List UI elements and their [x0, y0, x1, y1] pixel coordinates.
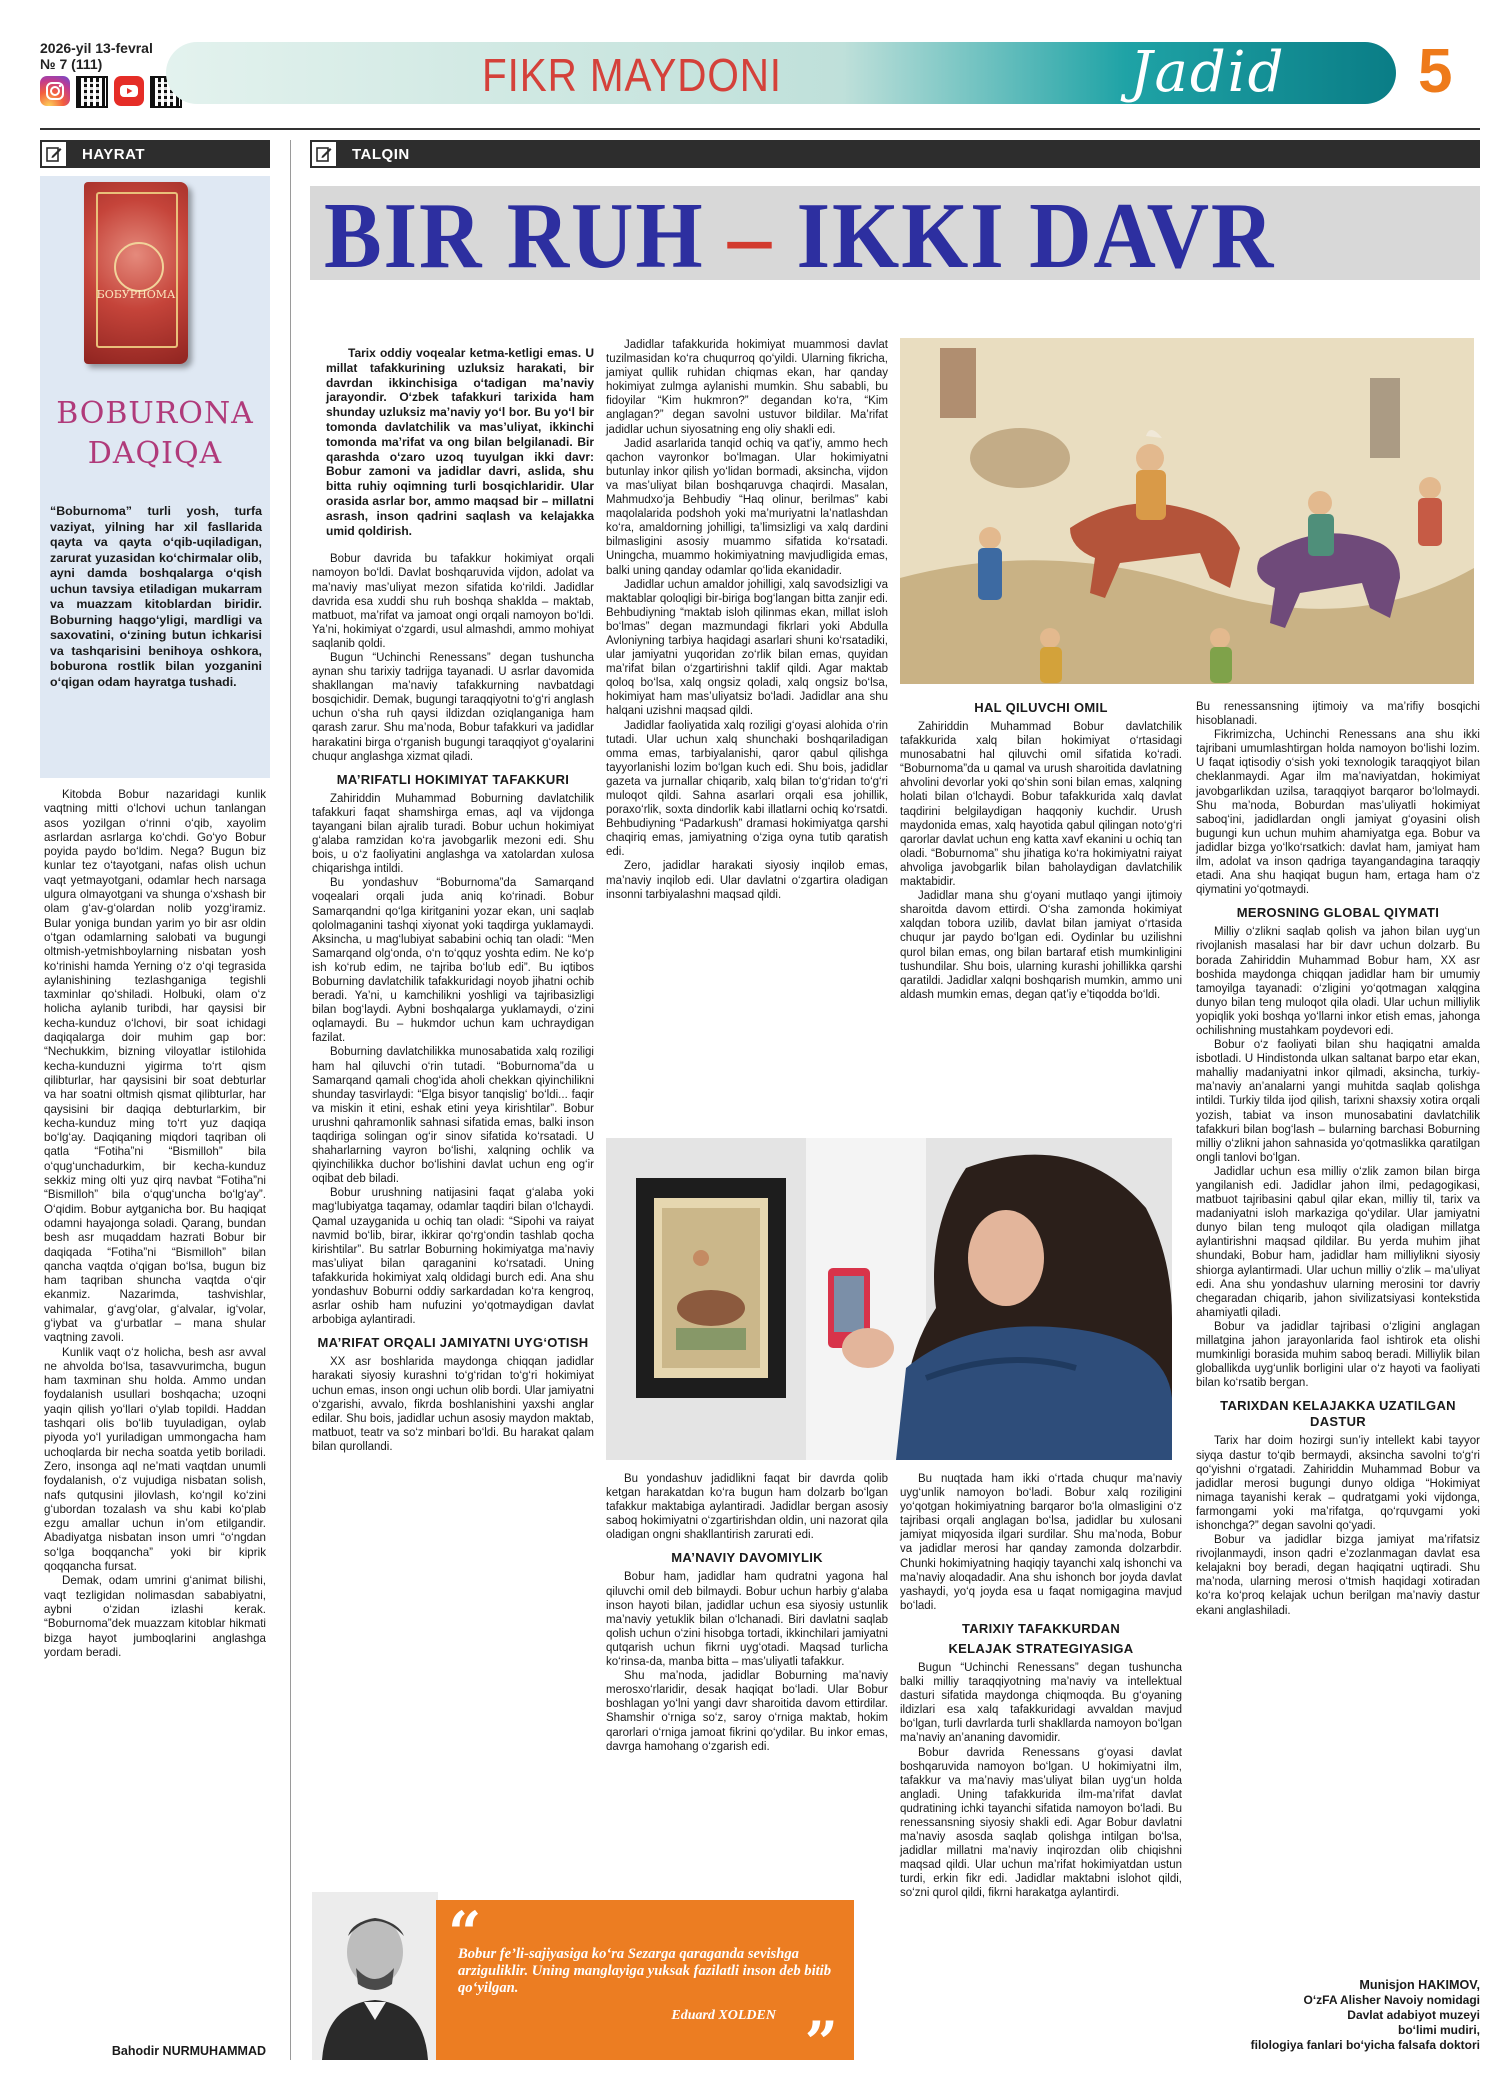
sidebar-body: Kitobda Bobur nazaridagi kunlik vaqtning mitti o‘lchovi uchun tanlangan asos yozilgan o‘rinni o‘qib, xayolim asrlardan asrlarga ko‘chdi. Go‘yo Bobur poyida paydo bo‘ldim. Nega? Bugun biz kunlar tez o‘tayotgani, nafas olish uchun vaqt yetmayotgani, odamlar hech narsaga ulgura olmayotgani va shunga o‘xshash bir olam g‘av-g‘olardan nolib yozg‘iramiz. Bular yoniga bundan yarim yo bir asr oldin o‘tgan odamlarning salobati va bugungi oltmish-yetmishboylarning nisbatan yosh ko‘rinishi hamda Yerning o‘z o‘qi tegrasida aylanishining tezlashganiga tegishli taxminlar qo‘shiladi. Holbuki, olam o‘z holicha aylanib turibdi, har qaysisi bir kecha-kunduz o‘lchovi, bir soat ichidagi daqiqalarga doir muhim gap bor: “Nechukkim, bizning viloyatlar istilohida kecha-kunduzni yigirma to‘rt qism qilibturlar, har qaysisini bir soat debturlar va har soatni oltmish qismat qilibturlar, har qaysisini bir daqiqa debturlarkim, bir kecha-kunduz ming to‘rt yuz daqiqa bo‘lg‘ay. Daqiqaning miqdori taqriban oli qatla “Fotiha”ni “Bismilloh” bila o‘qug‘unchadurkim, bir kecha-kunduz sekkiz ming olti yuz qirq navbat “Fotiha”ni “Bismilloh” bila o‘qug‘uncha bo‘lg‘ay”. O‘qidim. Bobur aytganicha bor. Bu haqiqat odamni hayajonga soladi. Qarang, bundan besh asr muqaddam hazrati Bobur bir daqiqada “Fotiha”ni “Bismilloh” bilan qancha vaqtda o‘qigan bo‘lsa, bugun biz ham taqriban shuncha vaqtda o‘qir ekanmiz. Nazarimda, tashvishlar, vahimalar, g‘avg‘olar, g‘alvalar, ig‘volar, g‘iybat va g‘urbatlar – mana shular vaqtning zavoli. Kunlik vaqt o‘z holicha, besh asr avval ne ahvolda bo‘lsa, tasavvurimcha, bugun ham taxminan shu holda. Ammo undan foydalanish usullari boshqacha; uzoqni yaqin qilish yo‘llari o‘ylab topildi. Haddan tashqari olis bo‘lib tuyuladigan, oylab piyoda yo‘l yuriladigan ummongacha ham uchoqlarda bir necha soatda yetib boriladi. Zero, insonga aql ne’mati vaqtdan unumli foydalanish, o‘z vujudiga nisbatan solish, nafs qutqusini jilovlash, ko‘ngil ko‘zini g‘ubordan tozalash va shu kabi ko‘plab ezgu amallar uchun in’om etilgandir. Abadiyatga nisbatan inson umri “o‘ngdan so‘lga boqqancha” yoki bir kiprik qoqqancha fursat. Demak, odam umrini g‘animat bilishi, vaqt tezligidan nolimasdan sababiyatni, aybni o‘zidan izlashi kerak. “Boburnoma”dek muazzam kitoblar hikmati bizga hayot jumboqlarini anglashga yordam beradi. — [44, 788, 266, 1659]
rubric-hayrat — [40, 140, 270, 168]
instagram-icon[interactable] — [40, 76, 70, 106]
issue-meta — [40, 40, 153, 72]
rubric-label: TALQIN — [352, 145, 410, 163]
article-column-2-lower: Bu yondashuv jadidlikni faqat bir davrda qolib ketgan harakatdan ko‘ra bugun ham dolzarb bo‘lgan tafakkur maktabiga aylantiradi. Jadidlar bergan asosiy saboq hokimiyatni o‘zgartirishdan oldin, uni nazorat qila oladigan ongni shakllantirish zarurati edi. MA’NAVIY DAVOMIYLIK Bobur ham, jadidlar ham qudratni yagona hal qiluvchi omil deb bilmaydi. Bobur uchun harbiy g‘alaba inson hayoti bilan, jadidlar uchun esa siyosiy ustunlik ma’naviy yetuklik bilan o‘lchanadi. Biri davlatni saqlab qolish uchun o‘zini hisobga tortadi, ikkinchilari jamiyatni qutqarish uchun fikrni uyg‘otadi. Maqsad turlicha ko‘rinsa-da, manba bitta – mas’uliyatli tafakkur. Shu ma’noda, jadidlar Boburning ma’naviy merosxo‘rlaridir, desak haqiqat bo‘ladi. Ular Bobur boshlagan yo‘lni yangi davr sharoitida davom ettirdilar. Shamshir o‘rniga so‘z, saroy o‘rniga maktab, hokim qarorlari o‘rniga jamoat fikrini qo‘ydilar. Bu inkor emas, davrga hamohang o‘zgarish edi. — [606, 1473, 888, 1753]
pull-quote — [436, 1899, 854, 2077]
article-column-4: Bu renessansning ijtimoiy va ma’rifiy bosqichi hisoblanadi. Fikrimizcha, Uchinchi Renessans ana shu ikki tajribani umumlashtirgan holda namoyon bo‘lishi lozim. U faqat iqtisodiy o‘sish yoki texnologik taraqqiyot bilan cheklanmaydi. Agar ilm ma’naviyatdan, hokimiyat javobgarlikdan uzilsa, taraqqiyot barqaror bo‘lolmaydi. Shu ma’noda, Boburdan mas’uliyatli hokimiyat saboq‘ini, jadidlardan ongli jamiyat g‘oyasini olish bugungi kun uchun muhim ahamiyatga ega. Bobur va jadidlar bizga yo‘lko‘rsatkich: davlat ham, jamiyat ham ilm, adolat va inson qadriga tayangandagina taraqqiy etadi. Ana shu haqiqat bugun ham, ertaga ham o‘z qiymatini yo‘qotmaydi. MEROSNING GLOBAL QIYMATI Milliy o‘zlikni saqlab qolish va jahon bilan uyg‘un rivojlanish masalasi har bir davr uchun dolzarb. Bu borada Zahiriddin Muhammad Bobur ham, XX asr boshida maydonga chiqqan jadidlar ham bir umumiy tamoyilga tayanadi: o‘zligini yo‘qotmagan xalqgina dunyo bilan teng muloqot qila oladi. Ular uchun milliylik yopiqlik yoki boshqa yo‘llarni inkor etish emas, jahonga ochilishning mustahkam poydevori edi. Bobur o‘z faoliyati bilan shu haqiqatni amalda isbotladi. U Hindistonda ulkan saltanat barpo etar ekan, mahalliy madaniyatni inkor qilmadi, aksincha, turkiy-ma’naviy an’analarni yangi muhitda saqlab qolishga intildi. Turkiy tilda ijod qilish, tarixni shaxsiy xotira orqali yozish, tabiat va inson munosabatini davlatchilik tafakkuri bilan bog‘lash – bularning barchasi Boburning milliy o‘zlikni jahon sahnasida yo‘qotmaslikka qaratilgan ongli tanlovi bo‘lgan. Jadidlar uchun esa milliy o‘zlik zamon bilan birga yangilanish edi. Jadidlar jahon ilmi, pedagogikasi, matbuot tajribasini qabul qilar ekan, milliy til, tarix va madaniyatni isloh markaziga qo‘ydilar. Ular jamiyatni dunyo bilan teng muloqot qila oladigan millatga aylantirishni maqsad qildilar. Bu yerda muhim jihat shundaki, Bobur ham, jadidlar ham milliylikni siyosiy shiorga aylantirmadi. Ular uchun milliy o‘zlik – ma’uliyat edi. Ana shu yondashuv ularning merosini tor davriy chegaradan chiqarib, jahon sivilizatsiyasi kontekstida ahamiyatli qiladi. Bobur va jadidlar tajribasi o‘zligini anglagan millatgina jahon jarayonlarida faol ishtirok eta olishi mumkinligi borasida muhim saboq beradi. Milliylik bilan globallikda uyg‘unlik borligini ular o‘z hayoti va faoliyati bilan ko‘rsatib bergan. TARIXDAN KELAJAKKA UZATILGAN DASTUR Tarix har doim hozirgi sun’iy intellekt kabi tayyor siyqa dastur to‘qib bermaydi, aksincha savolni to‘g‘ri qo‘yishni o‘rgatadi. Zahiriddin Muhammad Bobur va jadidlar merosi bugungi dunyo oldiga “Hokimiyat nimaga tayanishi kerak – qudratgami yoki vijdonga, farmongami yoki ma’rifatga, qo‘rquvgami yoki ishonchga?” degan savolni qo‘yadi. Bobur va jadidlar bizga jamiyat ma’rifatsiz rivojlanmaydi, inson qadri e’zozlanmagan davlat esa kelajakni boy beradi, degan haqiqatni uqtiradi. Shu ma’noda, ularning merosi o‘tmish haqidagi xotiradan ko‘ra ko‘proq kelajak uchun berilgan ma’naviy dastur ekani anglashiladi. — [1196, 701, 1480, 1617]
subheading: TARIXIY TAFAKKURDAN — [961, 1620, 1121, 1636]
sidebar-lead: “Boburnoma” turli yosh, turfa vaziyat, yilning har xil fasllarida qayta va qayta o‘qib-uqiladigan, zarurat yuzasidan ko‘chirmalar olib, ayni damda boshqalarga o‘qish uchun tavsiya etiladigan mukarram va muazzam kitoblardan biridir. Boburning haqgo‘yligi, mardligi va saxovatini, o‘zining butun ichkarisi va tashqarisini benihoya oshkora, boburona rostlik bilan yozganini o‘qigan odam hayratga tushadi. — [50, 504, 262, 689]
issue-number: № 7 (111) — [40, 56, 103, 72]
page-header — [40, 36, 1480, 122]
subheading: TARIXDAN KELAJAKKA UZATILGAN DASTUR — [1220, 1398, 1456, 1430]
article-title: BIR RUH – IKKI DAVR — [324, 184, 1276, 288]
article-column-3: HAL QILUVCHI OMIL Zahiriddin Muhammad Bobur davlatchilik tafakkurida xalq bilan hokimiyat o‘rtasidagi munosabatni hal qiluvchi omil sifatida ko‘radi. “Boburnoma”da u qamal va urush sharoitida davlatning ahvolini devorlar yoki qo‘shin soni bilan emas, xalqning holati bilan o‘lchaydi. Bobur tafakkurida xalq davlat taqdirini belgilaydigan haqqoniy kuchdir. Urush maydonida emas, xalq hayotida qabul qilingan noto‘g‘ri qarorlar davlat uchun eng katta xavf ekanini u ochiq tan oladi. “Boburnoma” shu jihatiga ko‘ra hokimiyatni raiyat ahvoliga javobgarlik bilan baholaydigan davlatchilik maktabidir. Jadidlar mana shu g‘oyani mutlaqo yangi ijtimoiy sharoitda davom ettirdi. O‘sha zamonda hokimiyat xalqdan tobora uzilib, davlat bilan jamiyat o‘rtasida chuqur jar paydo bo‘lgan edi. Oydinlar bu uzilishni qurol bilan emas, ong bilan bartaraf etish mumkinligini tushundilar. Shu bois, ularning kurashi johillikka qarshi qaratildi. Jadidlar xalqni boshqarish mumkin, ammo uni aldash mumkin emas, degan qat’iy e’tiqodda bo‘ldi. — [900, 700, 1182, 1001]
museum-visitor-photo — [606, 1138, 1172, 1460]
header-rule — [40, 128, 1480, 130]
section-title: FIKR MAYDONI — [482, 49, 782, 101]
rubric-talqin — [310, 140, 1480, 168]
subheading: MA’RIFAT ORQALI JAMIYATNI UYG‘OTISH — [317, 1335, 589, 1351]
article-headline — [310, 184, 1480, 288]
subheading: MA’NAVIY DAVOMIYLIK — [671, 1550, 823, 1566]
article-column-3-lower: Bu nuqtada ham ikki o‘rtada chuqur ma’naviy uyg‘unlik namoyon bo‘ladi. Bobur xalq roziligini yo‘qotgan hokimiyatning barqaror bo‘la olmasligini o‘z tajribasi orqali anglagan bo‘lsa, jadidlar bu xulosani jamiyat miqyosida ilgari surdilar. Shu ma’noda, Bobur va jadidlar merosi har qanday zamonda dolzarbdir. Chunki hokimiyatning haqiqiy tayanchi xalq ishonchi va ma’naviy aloqadadir. Ana shu ishonch bor joyda davlat yashaydi, yo‘q joyda esa u faqat nomigagina mavjud bo‘ladi. TARIXIY TAFAKKURDAN KELAJAK STRATEGIYASIGA Bugun “Uchinchi Renessans” degan tushuncha balki milliy taraqqiyotning ma’naviy va intellektual dasturi sifatida maydonga chiqmoqda. Bu g‘oyaning ildizlari esa xalq tafakkuridagi avvaldan mavjud bo‘lgan, turli davrlarda turli shakllarda namoyon bo‘lgan ma’naviy an’ananing davomidir. Bobur davrida Renessans g‘oyasi davlat boshqaruvida namoyon bo‘lgan. U hokimiyatni ilm, tafakkur va ma’naviy mas’uliyat bilan uyg‘un holda angladi. Uning tafakkurida ilm-ma’rifat davlat qudratining ichki tayanchi sifatida namoyon bo‘ladi. Bu renessansning siyosiy shakli edi. Agar Bobur davlatni ma’naviy asosda saqlab qolishga intilgan bo‘lsa, jadidlar millatni ma’naviy inqirozdan olib chiqishni maqsad qildi. Ular uchun ma’rifat hokimiyatdan ustun turdi, erkin fikr edi. Jadidlar maktabni islohot qildi, so‘zni qurol qildi, fikrni harakatga aylantirdi. — [900, 1473, 1182, 1900]
subheading: HAL QILUVCHI OMIL — [974, 700, 1108, 715]
rubric-label: HAYRAT — [82, 145, 146, 163]
qr-code-icon[interactable] — [76, 76, 108, 108]
close-quote-icon: ” — [804, 2009, 838, 2077]
article-column-2: Jadidlar tafakkurida hokimiyat muammosi davlat tuzilmasidan ko‘ra chuqurroq qo‘yildi. Ularning fikricha, jamiyat qullik ruhidan chiqmas ekan, har qanday hokimiyat zulmga aylanishi mumkin. Shu sababli, bu fidoyilar “Kim hukmron?” degandan ko‘ra, “Kim anglagan?” degan savolni ustuvor bildilar. Ma’rifat jadidlar uchun siyosatning eng oliy shakli edi. Jadid asarlarida tanqid ochiq va qat’iy, ammo hech qachon vayronkor bo‘lmagan. Ular hokimiyatni butunlay inkor qilish yo‘lidan bormadi, aksincha, vijdon va mas’uliyat bilan boshqaruvga chaqirdi. Masalan, Mahmudxo‘ja Behbudiy “Haq olinur, berilmas” kabi maqolalarida podshoh yoki ma’muriyatni la’natlashdan ko‘ra, amaldorning johilligi, ta’limsizligi va xalq dardini bilmasligini asosiy muammo sifatida ko‘rsatadi. Uningcha, muammo hokimiyatning mavjudligida emas, balki uning qanday odamlar qo‘lida ekanidadir. Jadidlar uchun amaldor johilligi, xalq savodsizligi va maktablar qoloqligi bir-biriga bog‘langan bitta zanjir edi. Behbudiyning “maktab isloh qilinmas ekan, millat isloh bo‘lmas” degan mazmundagi fikrlari yoki Abdulla Avloniyning tarbiya haqidagi asarlari shuni ko‘rsatadiki, ular jamiyatni yuqoridan zo‘rlik bilan emas, quyidan ma’rifat bilan o‘zgartirishni taklif qildi. Agar maktab qoloq bo‘lsa, xalq ongsiz qoladi, xalq ongsiz bo‘lsa, hokimiyat ham mas’uliyatsiz bo‘ladi. Jadidlar ana shu halqani uzishni maqsad qildi. Jadidlar faoliyatida xalq roziligi g‘oyasi alohida o‘rin tutadi. Ular uchun xalq shunchaki boshqariladigan omma emas, tarbiyalanishi, qaror qabul qilishga tayyorlanishi lozim bo‘lgan kuch edi. Shu bois, jadidlar gazeta va jurnallar chiqarib, xalq bilan to‘g‘ridan to‘g‘ri muloqot qildi. Sahna asarlari orqali esa johillik, poraxo‘rlik, soxta dindorlik kabi illatlarni ochiq ko‘rsatdi. Behbudiyning “Padarkush” dramasi hokimiyatga qarshi chaqiriq emas, jamiyatning o‘ziga oyna tutib qaratish edi. Zero, jadidlar harakati siyosiy inqilob emas, ma’naviy inqilob edi. Ular davlatni o‘zgartira oladigan insonni tarbiyalashni maqsad qildi. — [606, 339, 888, 901]
subheading: MEROSNING GLOBAL QIYMATI — [1236, 905, 1440, 921]
article-signature: Munisjon HAKIMOV, O‘zFA Alisher Navoiy nomidagi Davlat adabiyot muzeyi bo‘limi mudiri, filologiya fanlari bo‘yicha falsafa doktori — [1250, 1978, 1480, 2052]
pen-icon — [310, 140, 338, 168]
open-quote-icon: “ — [448, 1899, 482, 1967]
column-divider — [290, 140, 291, 2060]
sidebar-heading: BOBURONA DAQIQA — [56, 396, 254, 471]
author-portrait — [312, 1892, 438, 2060]
quote-author: Eduard XOLDEN — [671, 2008, 776, 2023]
pen-icon — [40, 140, 68, 168]
issue-date: 2026-yil 13-fevral — [40, 40, 153, 56]
youtube-icon[interactable] — [114, 76, 144, 106]
book-cover-image — [84, 182, 188, 364]
newspaper-logo: Jadid — [1130, 40, 1286, 105]
miniature-painting-image — [900, 338, 1474, 684]
subheading: MA’RIFATLI HOKIMIYAT TAFAKKURI — [336, 771, 570, 787]
social-icons — [40, 76, 182, 108]
quote-text: Bobur fe’li-sajiyasiga ko‘ra Sezarga qaraganda sevishga arziguliklir. Uning manglayiga yuksak fazilatli inson deb bitib qo‘yilgan. — [458, 1946, 832, 1996]
article-column-1: Tarix oddiy voqealar ketma-ketligi emas. U millat tafakkurining uzluksiz harakati, bir davrdan ikkinchisiga o‘tadigan ma’naviy jarayondir. O‘zbek tafakkuri tarixida ham shunday uzluksiz ma’naviy yo‘l bor. Bu yo‘l bir tomonda davlatchilik va mas’uliyat, ikkinchi tomonda ma’rifat va ong bilan belgilanadi. Bir qarashda o‘zaro uzoq tuyulgan ikki davr: Bobur zamoni va jadidlar davri, aslida, shu bitta ruhiy oqimning turli bosqichlaridir. Ular orasida asrlar bor, ammo maqsad bir – millatni asrash, inson qadrini saqlash va kelajakka umid qoldirish. Bobur davrida bu tafakkur hokimiyat orqali namoyon bo‘ldi. Davlat boshqaruvida vijdon, adolat va ma’naviy mas’uliyat mezon sifatida ko‘rildi. Jadidlar davrida esa xuddi shu ruh boshqa shaklda – maktab, matbuot, ma’rifat va jamoat ongi orqali namoyon bo‘ldi. Ya’ni, hokimiyat o‘zgardi, usul almashdi, ammo mohiyat saqlanib qoldi. Bugun “Uchinchi Renessans” degan tushuncha aynan shu tarixiy tadrijga tayanadi. U asrlar davomida shakllangan ma’naviy tafakkurning navbatdagi bosqichidir. Demak, bugungi taraqqiyotni to‘g‘ri anglash uchun o‘sha ruh qaysi ildizdan oziqlanganiga ham qarash zarur. Shu ma’noda, Bobur tafakkuri va jadidlar harakatini birga o‘rganish bugungi taraqqiyot g‘oyalarini chuqur anglashga xizmat qiladi. MA’RIFATLI HOKIMIYAT TAFAKKURI Zahiriddin Muhammad Boburning davlatchilik tafakkuri faqat shamshirga emas, aql va vijdonga tayangani bilan ajralib turadi. Bobur uchun hokimiyat g‘alaba ramzidan ko‘ra javobgarlik mezoni edi. Shu bois, u o‘z faoliyatini anglashga va xatolardan xulosa chiqarishga intildi. Bu yondashuv “Boburnoma”da Samarqand voqealari orqali juda aniq ko‘rinadi. Bobur Samarqandni qo‘lga kiritganini yozar ekan, uni saqlab qololmaganini tashqi xiyonat yoki taqdirga yuklamaydi. Aksincha, u mag‘lubiyat sababini ochiq tan oladi: “Men Samarqand olg‘onda, o‘n to‘qquz yoshta edim. Ne ko‘p ish ko‘rub edim, ne tajriba bo‘lub edi”. Bu iqtibos Boburning davlatchilik tafakkuridagi noyob jihatni ochib beradi. Ya’ni, u kamchilikni yoshligi va tajribasizligi bilan bog‘laydi. Aybni boshqalarga yuklamaydi, o‘zini oqlamaydi. Bu – hukmdor uchun kam uchraydigan fazilat. Boburning davlatchilikka munosabatida xalq roziligi ham hal qiluvchi o‘rin tutadi. “Boburnoma”da u Samarqand qamali chog‘ida aholi chekkan qiyinchilikni shunday tasvirlaydi: “Elga bisyor tanqislig‘ bo‘ldi... faqir va miskin it etini, eshak etini yeya kirishtilar”. Bobur urushni qahramonlik sahnasi sifatida emas, balki inson taqdiriga solingan og‘ir sinov sifatida ko‘rsatadi. U shaharlarning vayron bo‘lishi, xalqning ochlik va qiyinchilikka duchor bo‘lishini davlat uchun eng og‘ir oqibat deb biladi. Bobur urushning natijasini faqat g‘alaba yoki mag‘lubiyatga taqamay, odamlar taqdiri bilan o‘lchaydi. Qamal uzayganida u ochiq tan oladi: “Sipohi va raiyat navmid bo‘lib, birar, ikkirar qo‘rg‘ondin tashlab qocha kirishtilar”. Bu satrlar Boburning hokimiyatga ma’naviy mas’uliyat bilan qaraganini ko‘rsatadi. Uning tafakkurida hokimiyat xalq oldidagi burch edi. Ana shu yondashuv Boburni oddiy sarkardadan ko‘ra kengroq, asrlar oshib ham nufuzini yo‘qotmaydigan davlat arbobiga aylantiradi. MA’RIFAT ORQALI JAMIYATNI UYG‘OTISH XX asr boshlarida maydonga chiqqan jadidlar harakati siyosiy kurashni to‘g‘ridan to‘g‘ri hokimiyat uchun emas, inson ongi uchun olib bordi. Ular jamiyatni o‘zgarishi, avvalo, fikrda boshlanishini yaxshi anglar edilar. Shu bois, jadidlar uchun asosiy maydon maktab, matbuot, teatr va so‘z minbari bo‘ldi. Bu harakat qalam bilan qurollandi. — [312, 346, 594, 1453]
article-lead: Tarix oddiy voqealar ketma-ketligi emas. U millat tafakkurining uzluksiz harakati, bir davrdan ikkinchisiga o‘tadigan ma’naviy jarayondir. O‘zbek tafakkuri tarixida ham shunday uzluksiz ma’naviy yo‘l bor. Bu yo‘l bir tomonda davlatchilik va mas’uliyat, ikkinchi tomonda ma’rifat va ong bilan belgilanadi. Bir qarashda o‘zaro uzoq tuyulgan ikki davr: Bobur zamoni va jadidlar davri, aslida, shu bitta ruhiy oqimning turli bosqichlaridir. Ular orasida asrlar bor, ammo maqsad bir – millatni asrash, inson qadrini saqlash va kelajakka umid qoldirish. — [326, 346, 594, 538]
sidebar-signature: Bahodir NURMUHAMMAD — [111, 2044, 266, 2058]
subheading: KELAJAK STRATEGIYASIGA — [948, 1640, 1134, 1656]
book-cover-text: БОБУРНОМА — [96, 288, 176, 301]
page-number: 5 — [1418, 37, 1453, 106]
